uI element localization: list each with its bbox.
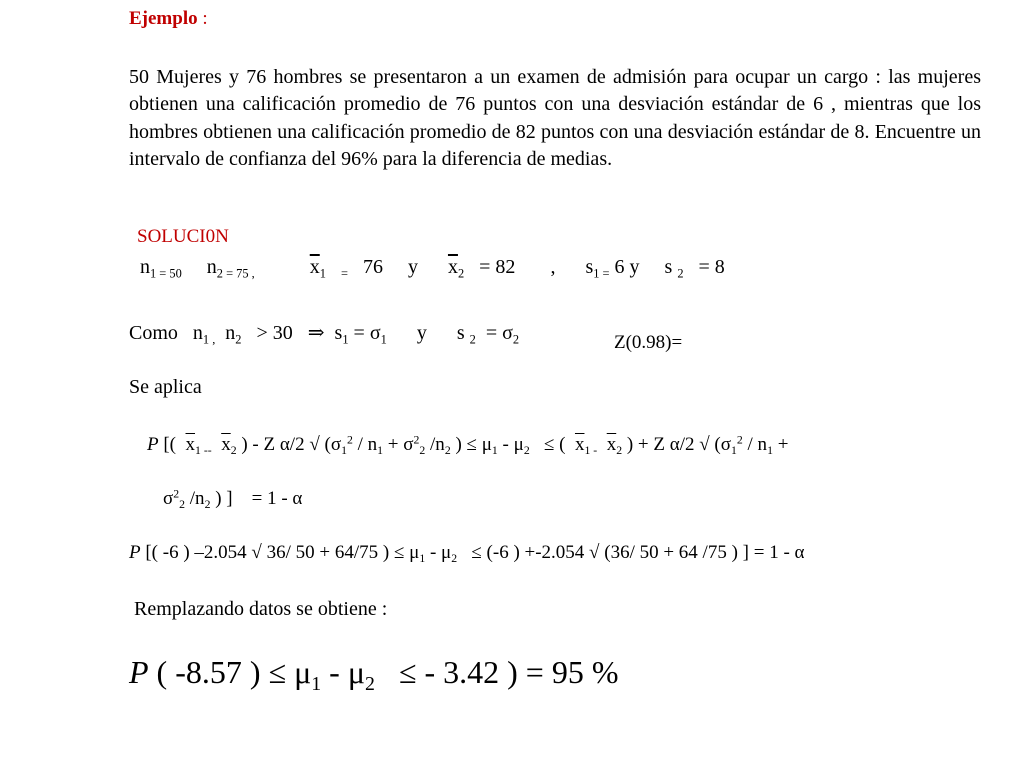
f1-le-mu1: ) ≤ μ [455, 434, 492, 455]
f1-n2-sub: 2 [444, 444, 451, 458]
n1-symbol: n [140, 256, 150, 278]
result-part2: - μ [329, 654, 365, 690]
example-heading [129, 8, 208, 30]
result-part3: ≤ - 3.42 ) = 95 % [398, 654, 619, 690]
subst-part3: ≤ (-6 ) +-2.054 √ (36/ 50 + 64 /75 ) ] = 1 - α [471, 542, 805, 563]
f1-xbar1: $\overline{x}$ [185, 434, 196, 455]
f2-close: ) ] [215, 488, 233, 509]
f1-xbar2: $\overline{x}$ [221, 434, 231, 455]
xbar1-symbol: $\overline{x}$ [309, 256, 320, 278]
f1-plus-sigma2: + σ [387, 434, 414, 455]
f2-n-sub: 2 [204, 498, 211, 512]
f1-sigma1-b-sup: 2 [736, 433, 743, 447]
como-s2: s [456, 322, 465, 344]
confidence-interval-formula [147, 434, 788, 456]
xbar2-value: = 82 [479, 256, 516, 278]
f1-n1-sub: 1 [377, 444, 384, 458]
f1-z-term-b: ) + Z α/2 √ (σ [626, 434, 731, 455]
se-aplica-label: Se aplica [129, 376, 202, 398]
n2-subscript: 2 = 75 , [216, 266, 255, 281]
f1-trailing-plus: + [777, 434, 789, 455]
f2-sigma: σ [163, 488, 174, 509]
como-s1: s [334, 322, 343, 344]
como-n2-subscript: 2 [235, 332, 242, 347]
f1-div-n1: / n [357, 434, 378, 455]
s2-symbol: s [664, 256, 673, 278]
subst-mu2-sub: 2 [451, 552, 458, 566]
xbar1-subscript: 1 [319, 266, 326, 281]
xbar1-value: 76 [362, 256, 383, 278]
subst-part2: - μ [429, 542, 452, 563]
s1-value: 6 y [614, 256, 640, 278]
f1-sigma1-sub: 1 [341, 444, 347, 458]
f1-mu2-sub: 2 [523, 444, 530, 458]
result-mu2-sub: 2 [364, 672, 375, 695]
f1-xbar1-sub: 1 -- [195, 444, 212, 458]
s2-value: = 8 [698, 256, 725, 278]
result-mu1-sub: 1 [311, 672, 322, 695]
f1-xbar2-b: $\overline{x}$ [606, 434, 617, 455]
subst-part1: [( -6 ) –2.054 √ 36/ 50 + 64/75 ) ≤ μ [145, 542, 420, 563]
f1-le-open: ≤ ( [543, 434, 566, 455]
final-result [129, 654, 619, 695]
s2-subscript: 2 [677, 266, 684, 281]
result-prob-symbol: P [129, 654, 149, 690]
como-n1: n [192, 322, 203, 344]
sample-size-condition: > 30 [256, 322, 293, 344]
heading-colon: : [202, 8, 208, 29]
given-values [140, 256, 725, 279]
como-sigma2-subscript: 2 [512, 332, 520, 347]
f2-div-n: /n [189, 488, 205, 509]
implies-symbol: ⇒ [307, 322, 325, 344]
xbar1-equals: = [340, 266, 348, 281]
f2-sigma-sub: 2 [179, 498, 186, 512]
f1-div-n1-b: / n [747, 434, 768, 455]
problem-statement: 50 Mujeres y 76 hombres se presentaron a un examen de admisión para ocupar un cargo : las mujeres obtienen una calificación promedio de 76 puntos con una desviación estándar de 6 , mientras que los hombres obtienen una calificación promedio de 82 puntos con una desviación estándar de 8. Encuentre un intervalo de confianza del 96% para la diferencia de medias. [129, 66, 981, 170]
como-sigma2: = σ [485, 322, 513, 344]
f1-sigma2-sup: 2 [413, 433, 420, 447]
subst-mu1-sub: 1 [419, 552, 426, 566]
como-s2-subscript: 2 [469, 332, 476, 347]
subst-prob-symbol: P [129, 542, 141, 563]
f1-open: [( [163, 434, 177, 455]
f2-rhs: = 1 - α [251, 488, 303, 509]
prob-symbol: P [147, 434, 159, 455]
f1-n1-b-sub: 1 [767, 444, 773, 458]
como-sigma1-subscript: 1 [380, 332, 387, 347]
s1-symbol: s [585, 256, 594, 278]
f1-xbar1-b: $\overline{x}$ [574, 434, 585, 455]
f1-sigma2-sub: 2 [419, 444, 426, 458]
remplazando-label: Remplazando datos se obtiene : [134, 598, 388, 620]
confidence-interval-formula-continued [163, 488, 302, 510]
como-word: Como [129, 322, 178, 344]
como-s1-subscript: 1 [342, 332, 349, 347]
como-n2: n [225, 322, 236, 344]
f1-sigma1-sup: 2 [346, 433, 353, 447]
f1-minus-mu2: - μ [502, 434, 524, 455]
f1-mu1-sub: 1 [491, 444, 498, 458]
heading-text: Ejemplo [129, 8, 198, 29]
f1-xbar1-b-sub: 1 - [584, 444, 598, 458]
f2-sigma-sup: 2 [173, 487, 180, 501]
como-sigma1: = σ [353, 322, 381, 344]
n2-symbol: n [206, 256, 217, 278]
xbar2-subscript: 2 [457, 266, 465, 281]
f1-div-n2: /n [430, 434, 445, 455]
result-part1: ( -8.57 ) ≤ μ [156, 654, 312, 690]
xbar2-symbol: $\overline{x}$ [447, 256, 458, 278]
f1-xbar2-sub: 2 [230, 444, 237, 458]
f1-xbar2-b-sub: 2 [616, 444, 623, 458]
solution-label: SOLUCI0N [137, 226, 229, 247]
como-y: y [416, 322, 427, 344]
conjunction-y: y [407, 256, 418, 278]
substituted-formula [129, 542, 805, 564]
s1-subscript: 1 = [593, 266, 610, 281]
f1-z-term: ) - Z α/2 √ (σ [241, 434, 342, 455]
f1-sigma1-b-sub: 1 [731, 444, 737, 458]
assumption-line [129, 320, 519, 345]
separator-comma: , [550, 256, 556, 278]
z-value-label: Z(0.98)= [614, 332, 683, 353]
como-n1-subscript: 1 , [202, 332, 216, 347]
n1-subscript: 1 = 50 [150, 266, 182, 281]
